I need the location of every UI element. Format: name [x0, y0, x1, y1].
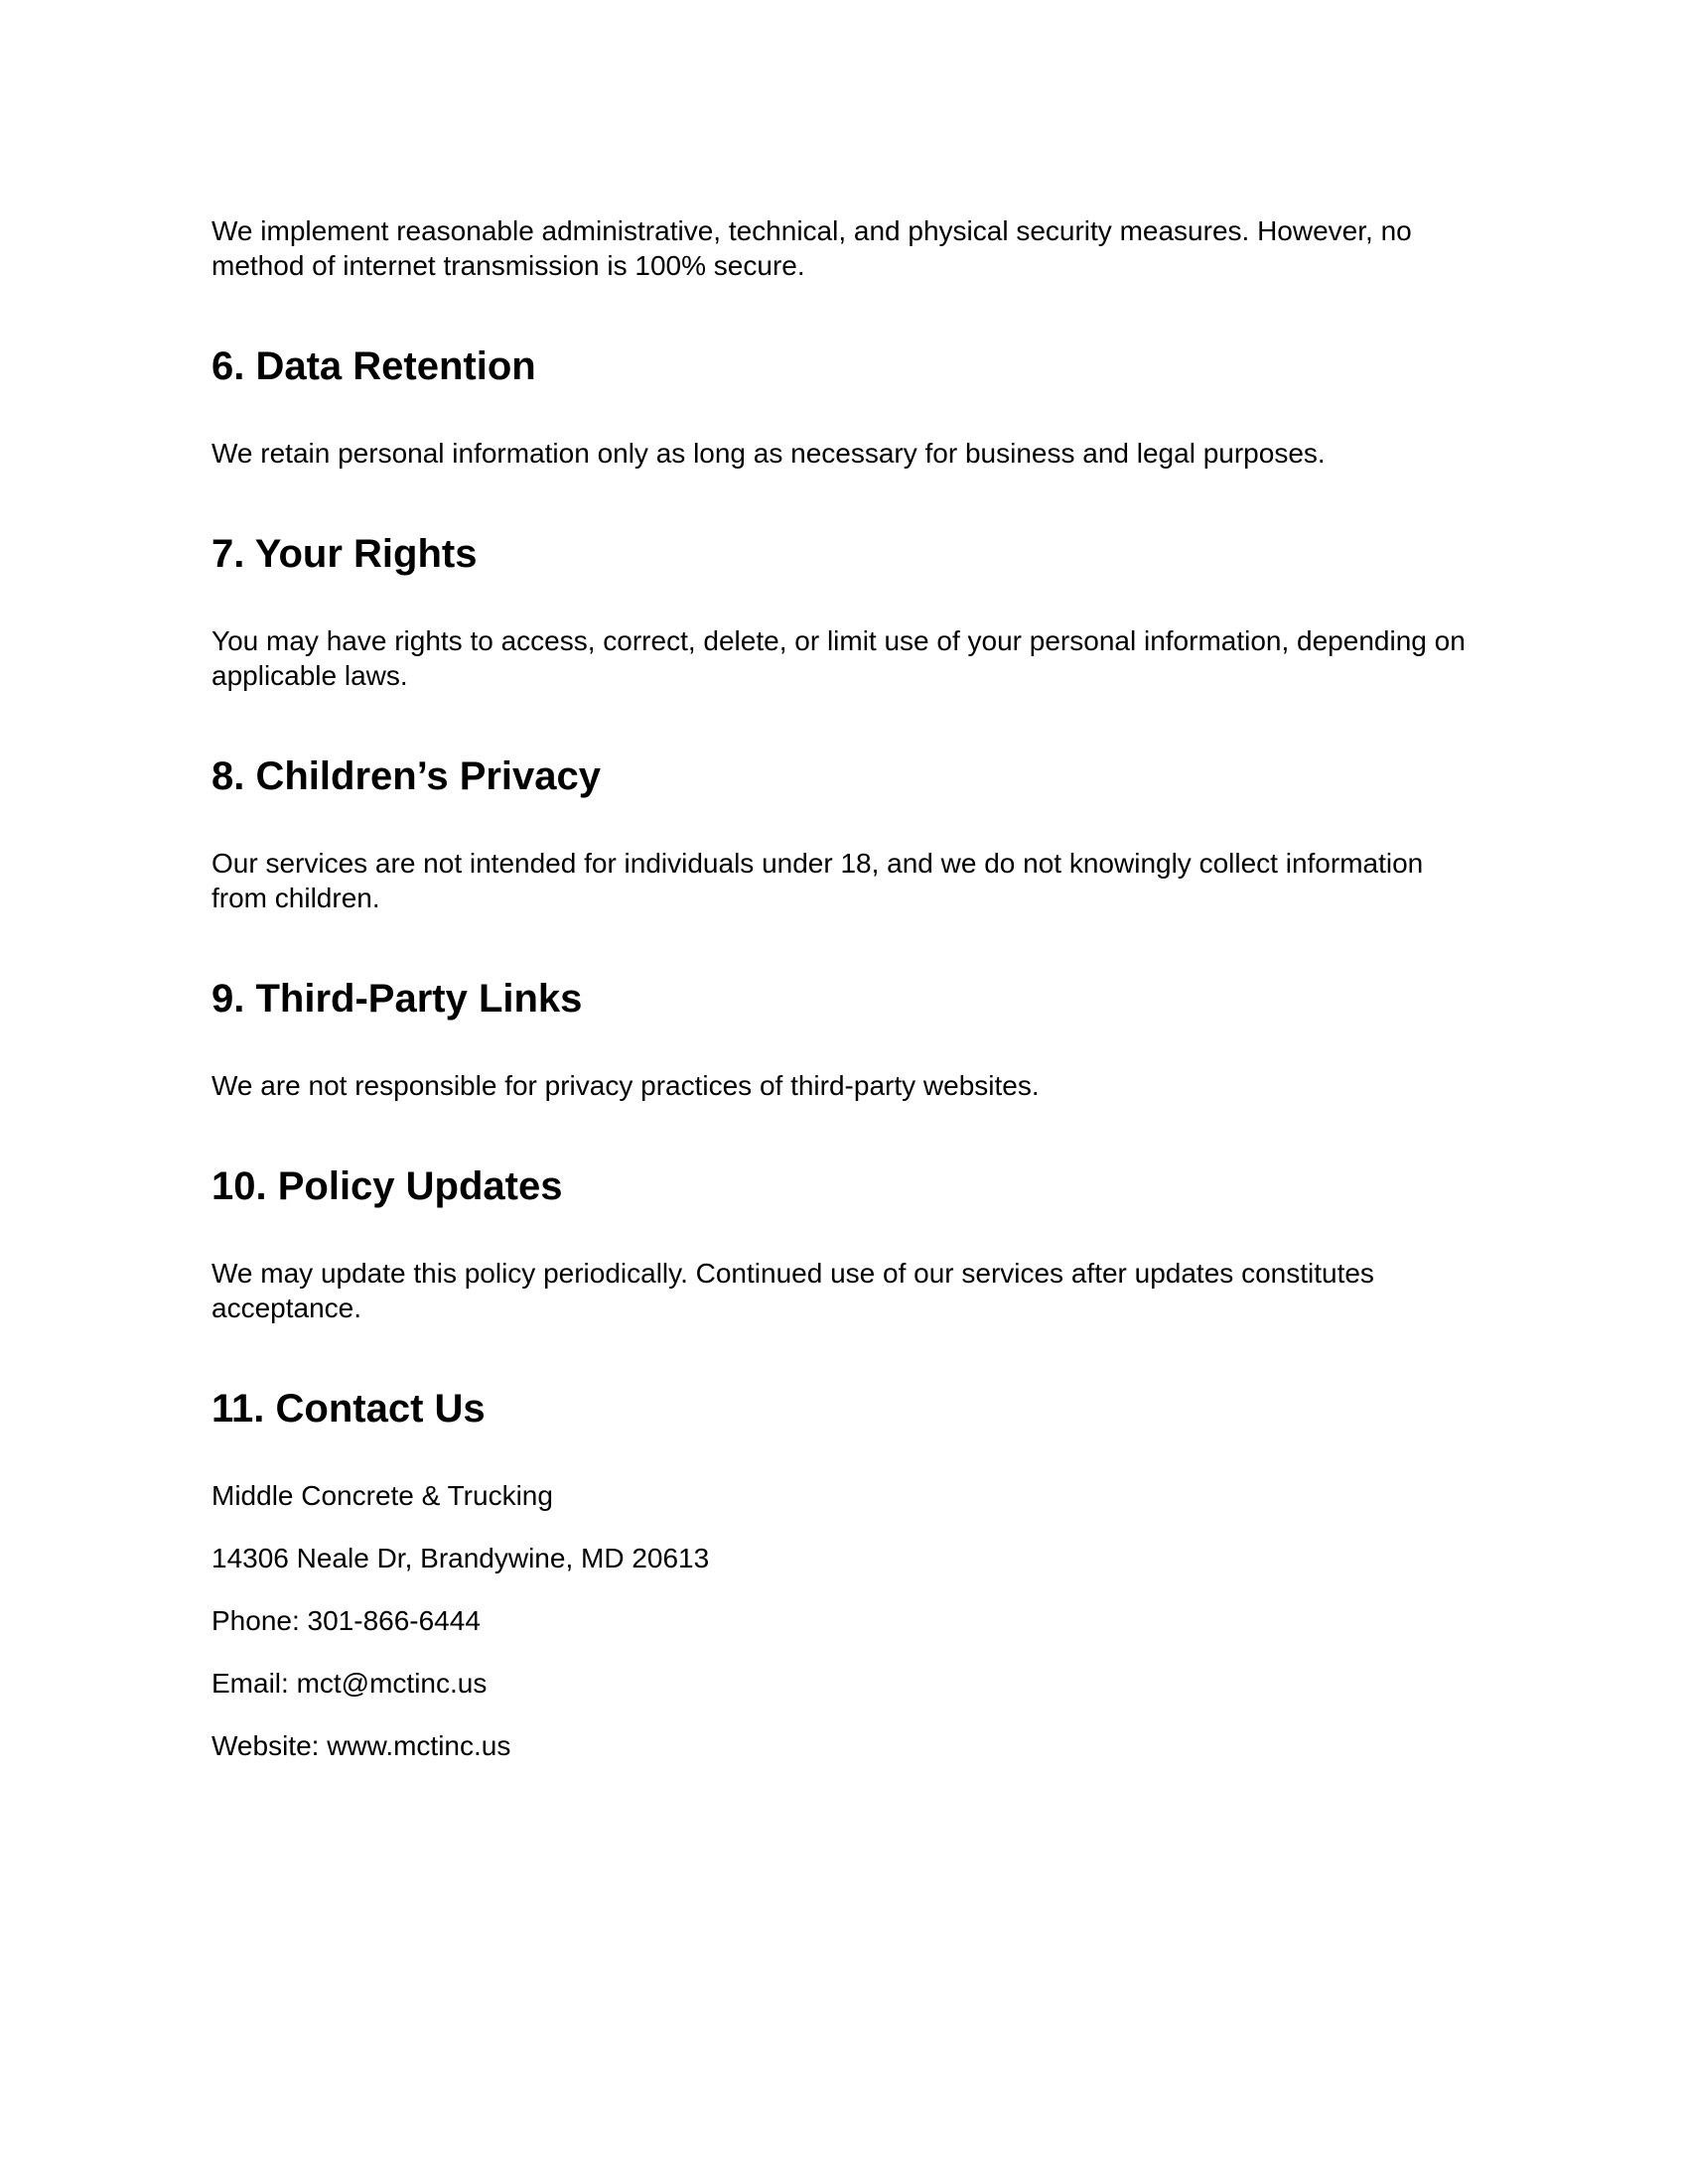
section-heading-data-retention: 6. Data Retention	[211, 344, 536, 388]
paragraph-security-measures: We implement reasonable administrative, technical, and physical security measures. However, no method of internet transmission is 100% secure.	[211, 215, 1412, 281]
paragraph-your-rights: You may have rights to access, correct, delete, or limit use of your personal information, depending on applicable laws.	[211, 625, 1466, 691]
contact-company-name: Middle Concrete & Trucking	[211, 1480, 553, 1511]
section-heading-contact-us: 11. Contact Us	[211, 1387, 486, 1431]
section-heading-policy-updates: 10. Policy Updates	[211, 1164, 563, 1208]
contact-address: 14306 Neale Dr, Brandywine, MD 20613	[211, 1543, 710, 1573]
section-heading-third-party-links: 9. Third-Party Links	[211, 977, 583, 1021]
paragraph-third-party-links: We are not responsible for privacy practices of third-party websites.	[211, 1070, 1040, 1101]
section-heading-childrens-privacy: 8. Children’s Privacy	[211, 754, 602, 798]
contact-phone: Phone: 301-866-6444	[211, 1605, 481, 1636]
contact-website: Website: www.mctinc.us	[211, 1730, 511, 1761]
contact-email: Email: mct@mctinc.us	[211, 1668, 488, 1699]
paragraph-policy-updates: We may update this policy periodically. Continued use of our services after updates constitutes acceptance.	[211, 1258, 1374, 1323]
paragraph-data-retention: We retain personal information only as long as necessary for business and legal purposes.	[211, 438, 1326, 469]
section-heading-your-rights: 7. Your Rights	[211, 532, 478, 576]
paragraph-childrens-privacy: Our services are not intended for individuals under 18, and we do not knowingly collect information from children.	[211, 848, 1424, 913]
